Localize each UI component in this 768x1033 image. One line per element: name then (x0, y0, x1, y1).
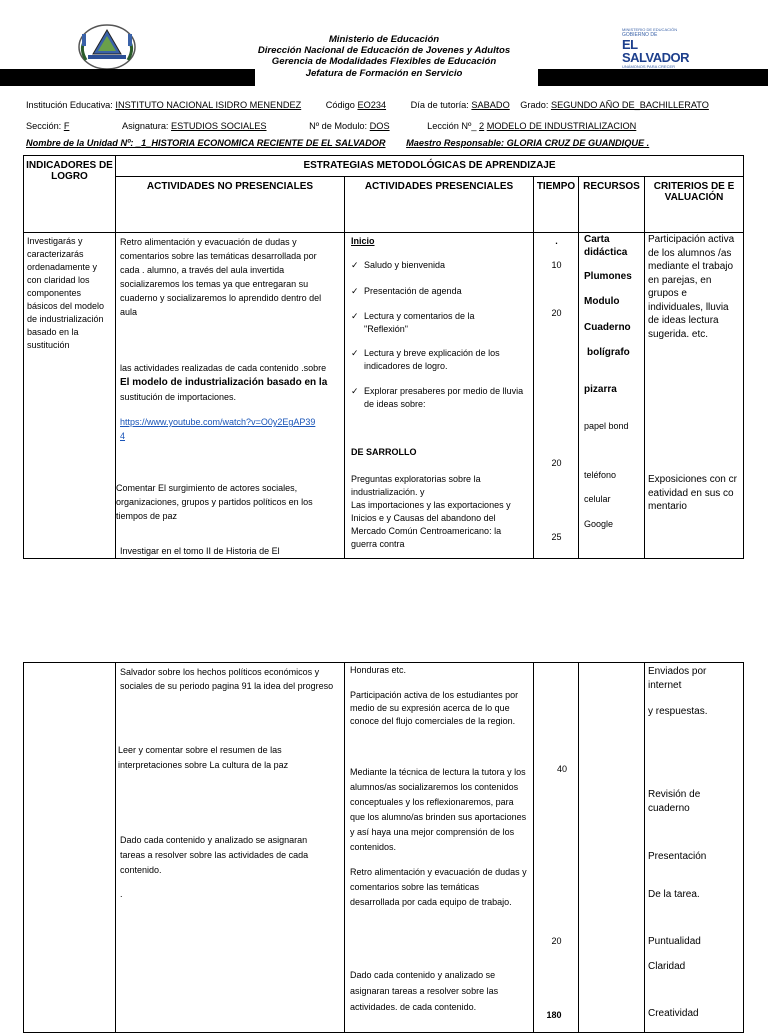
youtube-link[interactable]: https://www.youtube.com/watch?v=O0y2EgAP394 (120, 417, 316, 441)
header-presenciales: ACTIVIDADES PRESENCIALES (345, 177, 534, 233)
pres-item-2: ✓ Presentación de agenda (364, 285, 529, 298)
header-line-1: Ministerio de Educación (328, 34, 440, 45)
cell2-presenciales: Honduras etc. Participación activa de los estudiantes por medio de su expresión acerca de lo que conoce del flujo comerciales de la region. Mediante la técnica de lectura la tutora y los alumnos/as socializaremos los contenidos conceptuales y los reflexionaremos, para que los alumno/as brinden sus aportaciones y así haya una mejor comprensión de los contenidos. Retro alimentación y evacuación de dudas y comentarios sobre las temáticas desarrollada por cada equipo de trabajo. Dado cada contenido y analizado se asignaran tareas a resolver sobre las actividades. de cada contenido. (345, 663, 534, 1033)
header-line-3: Gerencia de Modalidades Flexibles de Educación (271, 56, 497, 67)
header-tiempo: TIEMPO (534, 177, 579, 233)
cell-recursos: Carta didáctica Plumones Modulo Cuaderno bolígrafo pizarra papel bond teléfono celular Google (579, 233, 645, 559)
cell2-indicadores (24, 663, 116, 1033)
no-pres-3: Comentar El surgimiento de actores sociales, organizaciones, grupos y partidos políticos en los tiempos de paz (116, 483, 313, 521)
inicio-label: Inicio (351, 236, 375, 246)
header-estrategias: ESTRATEGIAS METODOLÓGICAS DE APRENDIZAJE (116, 156, 744, 177)
cell-no-presenciales (116, 233, 345, 559)
cell2-recursos (579, 663, 645, 1033)
cell-presenciales (345, 233, 534, 559)
cell-criterios: Participación activa de los alumnos /as mediante el trabajo en parejas, en grupos e individuales, lluvia de ideas lectura sugerida. etc. Exposiciones con creatividad en sus comentario (645, 233, 744, 559)
no-pres-2: las actividades realizadas de cada contenido .sobre El modelo de industrialización basado en la sustitución de importaciones. (120, 363, 328, 402)
info-row-1: Institución Educativa: INSTITUTO NACIONAL ISIDRO MENENDEZ Código EO234 Día de tutoría: SABADO Grado: SEGUNDO AÑO DE_BACHILLERATO (26, 100, 709, 110)
pres-item-4: ✓ Lectura y breve explicación de los indicadores de logro. (364, 347, 529, 373)
info-row-2: Sección: F Asignatura: ESTUDIOS SOCIALES Nº de Modulo: DOS Lección Nº_ 2 MODELO DE INDUSTRIALIZACION (26, 121, 637, 131)
strategy-table-2 (23, 662, 744, 1033)
header-line-4: Jefatura de Formación en Servicio (305, 68, 463, 79)
no-pres2-3: Dado cada contenido y analizado se asignaran tareas a resolver sobre las actividades de cada contenido. (120, 835, 309, 875)
cell2-no-presenciales (116, 663, 345, 1033)
header-indicadores: INDICADORES DE LOGRO (24, 156, 116, 233)
header-bar-left (0, 69, 255, 86)
cell2-tiempo: 40 20 180 (534, 663, 579, 1033)
header-line-2: Dirección Nacional de Educación de Jovenes y Adultos (257, 45, 511, 56)
cell2-criterios: Enviados por internet y respuestas. Revisión de cuaderno Presentación De la tarea. Puntualidad Claridad Creatividad (645, 663, 744, 1033)
cell-tiempo: . 10 20 20 25 (534, 233, 579, 559)
info-row-3: Nombre de la Unidad Nº: _1_HISTORIA ECONOMICA RECIENTE DE EL SALVADOR Maestro Responsable: GLORIA CRUZ DE GUANDIQUE . (26, 138, 650, 148)
no-pres2-4: . (120, 889, 123, 899)
strategy-table-1 (23, 155, 744, 559)
el-salvador-logo: MINISTERIO DE EDUCACIÓN GOBIERNO DE EL SALVADOR UNÁMONOS PARA CRECER (622, 27, 690, 69)
cell-indicadores (24, 233, 116, 559)
header-no-presenciales: ACTIVIDADES NO PRESENCIALES (116, 177, 345, 233)
pres-desarrollo-2: Las importaciones y las exportaciones y Inicios e y Causas del abandono del Mercado Común Centroamericano: la guerra contra (351, 500, 511, 549)
desarrollo-label: DE SARROLLO (351, 447, 417, 457)
pres-desarrollo-1: Preguntas exploratorias sobre la industrialización. y (351, 474, 481, 497)
no-pres-4: Investigar en el tomo II de Historia de El (120, 546, 280, 556)
header-criterios: CRITERIOS DE EVALUACIÓN (645, 177, 744, 233)
pres-item-3: ✓ Lectura y comentarios de la "Reflexión" (364, 310, 514, 336)
no-pres2-2: Leer y comentar sobre el resumen de las interpretaciones sobre La cultura de la paz (118, 745, 289, 770)
indicador-text: Investigarás y caracterizarás ordenadamente y con claridad los componentes básicos del modelo de industrialización basado en la sustitución (27, 236, 105, 350)
no-pres-1: Retro alimentación y evacuación de dudas y comentarios sobre las temáticas desarrollada por cada . alumno, a través del aula invertida socializaremos los temas ya que entregaran su cuaderno y socializaremos lo aprendido dentro del aula (120, 237, 322, 317)
header-recursos: RECURSOS (579, 177, 645, 233)
pres-item-1: ✓ Saludo y bienvenida (364, 259, 529, 272)
no-pres2-1: Salvador sobre los hechos políticos económicos y sociales de su periodo pagina 91 la idea del progreso (120, 667, 334, 691)
pres-item-5: ✓ Explorar presaberes por medio de lluvia de ideas sobre: (364, 385, 529, 411)
header-bar-right (538, 69, 768, 86)
